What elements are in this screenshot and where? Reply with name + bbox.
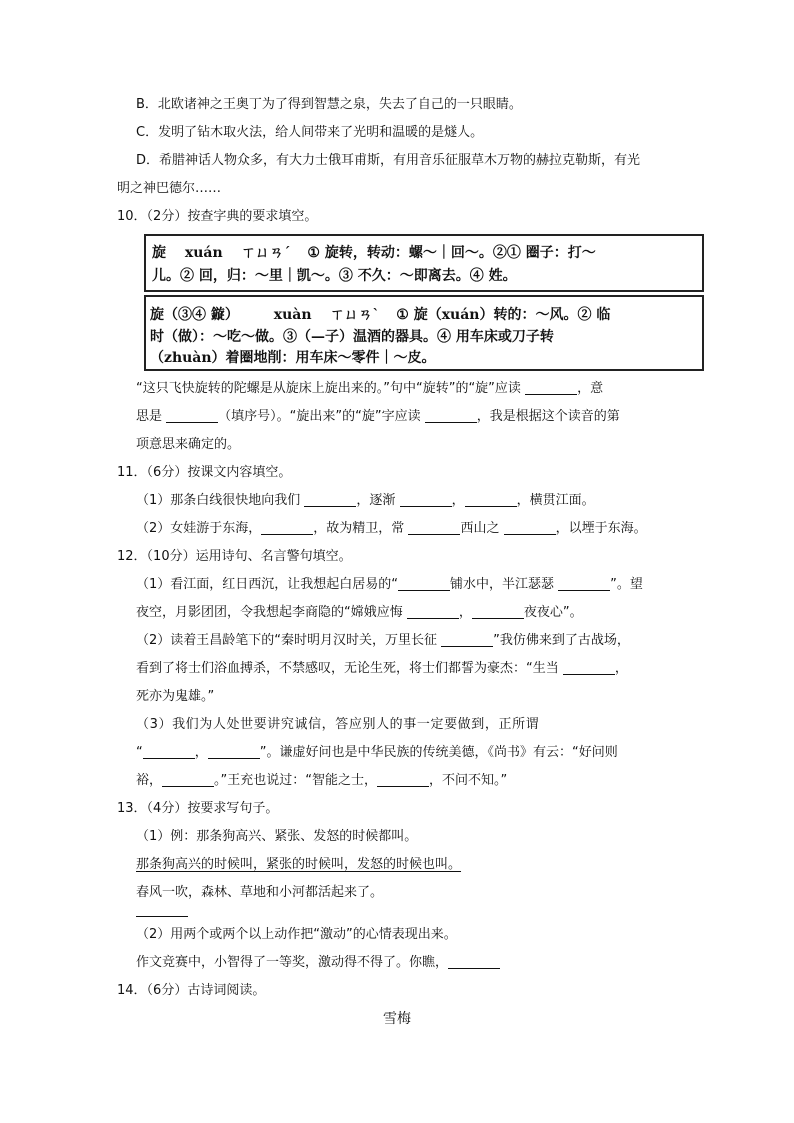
dict2-defs: ① 旋（xuán）转的：～风。② 临 <box>396 307 611 323</box>
answer-blank[interactable] <box>448 954 500 969</box>
question-13: 13．（4分）按要求写句子。 <box>117 801 279 816</box>
answer-blank[interactable] <box>304 492 356 507</box>
option-d: D．希腊神话人物众多，有大力士俄耳甫斯，有用音乐征服草木万物的赫拉克勒斯，有光 <box>136 153 641 168</box>
answer-blank[interactable] <box>472 604 524 619</box>
dict2-pinyin: xuàn <box>273 307 312 323</box>
dict2-defs-line2: 时（做）：～吃～做。③（—子）温酒的器具。④ 用车床或刀子转 <box>150 329 554 345</box>
q13-prompt1: 春风一吹，森林、草地和小河都活起来了。 <box>136 885 384 900</box>
q13-prompt2: 作文竞赛中，小智得了一等奖，激动得不得了。你瞧， <box>136 954 500 972</box>
answer-blank[interactable] <box>563 660 615 675</box>
answer-blank[interactable] <box>425 408 477 423</box>
answer-blank[interactable] <box>398 576 450 591</box>
answer-blank[interactable] <box>558 576 610 591</box>
dict2-zhuyin: ㄒㄩㄢˋ <box>330 307 380 323</box>
dict2-char: 旋（③④ 鏇） <box>150 307 239 323</box>
q12-line3: （2）读着王昌龄笔下的“秦时明月汉时关，万里长征 ”我仿佛来到了古战场， <box>136 633 630 648</box>
option-d-cont: 明之神巴德尔…… <box>117 181 222 196</box>
answer-blank[interactable] <box>407 604 459 619</box>
answer-blank[interactable] <box>400 492 452 507</box>
q12-line8: 裕， 。”王充也说过：“智能之士， ，不问不知。” <box>136 773 508 788</box>
q12-line6: （3）我们为人处世要讲究诚信，答应别人的事一定要做到，正所谓 <box>136 717 540 732</box>
option-c: C．发明了钻木取火法，给人间带来了光明和温暖的是燧人。 <box>136 125 484 140</box>
dict1-zhuyin: ㄒㄩㄢˊ <box>241 245 291 261</box>
dictionary-entry-2 <box>144 295 704 371</box>
q13-item2: （2）用两个或两个以上动作把“激动”的心情表现出来。 <box>136 927 457 942</box>
answer-blank[interactable] <box>525 380 577 395</box>
answer-blank[interactable] <box>166 408 218 423</box>
question-10: 10．（2分）按查字典的要求填空。 <box>117 209 318 224</box>
q12-line1: （1）看江面，红日西沉，让我想起白居易的“ 铺水中，半江瑟瑟 ”。望 <box>136 577 643 592</box>
q13-answer-line <box>136 902 188 920</box>
answer-blank[interactable] <box>136 902 188 917</box>
answer-blank[interactable] <box>408 520 460 535</box>
dictionary-entry-1 <box>144 234 704 292</box>
q12-line2: 夜空，月影团团，令我想起李商隐的“嫦娥应悔 ， 夜夜心”。 <box>136 605 583 620</box>
answer-blank[interactable] <box>162 772 214 787</box>
q10-line1: “这只飞快旋转的陀螺是从旋床上旋出来的。”句中“旋转”的“旋”应读 ，意 <box>136 381 604 396</box>
question-12: 12．（10分）运用诗句、名言警句填空。 <box>117 549 352 564</box>
answer-blank[interactable] <box>261 520 313 535</box>
answer-blank[interactable] <box>504 520 556 535</box>
q12-line7: “ ， ”。谦虚好问也是中华民族的传统美德，《尚书》有云：“好问则 <box>136 745 618 760</box>
dict1-pinyin: xuán <box>184 245 223 261</box>
q10-line3: 项意思来确定的。 <box>136 437 241 452</box>
answer-blank[interactable] <box>377 772 429 787</box>
q13-example: （1）例：那条狗高兴、紧张、发怒的时候都叫。 <box>136 829 418 844</box>
answer-blank[interactable] <box>143 744 195 759</box>
question-11: 11．（6分）按课文内容填空。 <box>117 465 292 480</box>
dict1-defs-line2: 儿。② 回，归：～里｜凯～。③ 不久：～即离去。④ 姓。 <box>152 268 517 284</box>
dict1-char: 旋 <box>152 245 166 261</box>
answer-blank[interactable] <box>465 492 517 507</box>
question-14: 14．（6分）古诗词阅读。 <box>117 983 266 998</box>
q11-item1: （1）那条白线很快地向我们 ，逐渐 ， ，横贯江面。 <box>136 493 595 508</box>
q13-example-answer: 那条狗高兴的时候叫，紧张的时候叫，发怒的时候也叫。 <box>136 857 462 872</box>
q12-line5: 死亦为鬼雄。” <box>136 689 215 704</box>
q11-item2: （2）女娃游于东海， ，故为精卫，常 西山之 ，以堙于东海。 <box>136 521 647 536</box>
option-b: B．北欧诸神之王奥丁为了得到智慧之泉，失去了自己的一只眼睛。 <box>136 97 522 112</box>
poem-title: 雪梅 <box>383 1011 411 1027</box>
answer-blank[interactable] <box>441 632 493 647</box>
dict1-defs: ① 旋转，转动：螺～｜回～。②① 圈子：打～ <box>307 245 596 261</box>
q10-line2: 思是 （填序号）。“旋出来”的“旋”字应读 ，我是根据这个读音的第 <box>136 409 620 424</box>
q12-line4: 看到了将士们浴血搏杀，不禁感叹，无论生死，将士们都誓为豪杰：“生当 ， <box>136 661 628 676</box>
dict2-defs-line3: （zhuàn）着圈地削：用车床～零件｜～皮。 <box>150 350 436 366</box>
answer-blank[interactable] <box>208 744 260 759</box>
